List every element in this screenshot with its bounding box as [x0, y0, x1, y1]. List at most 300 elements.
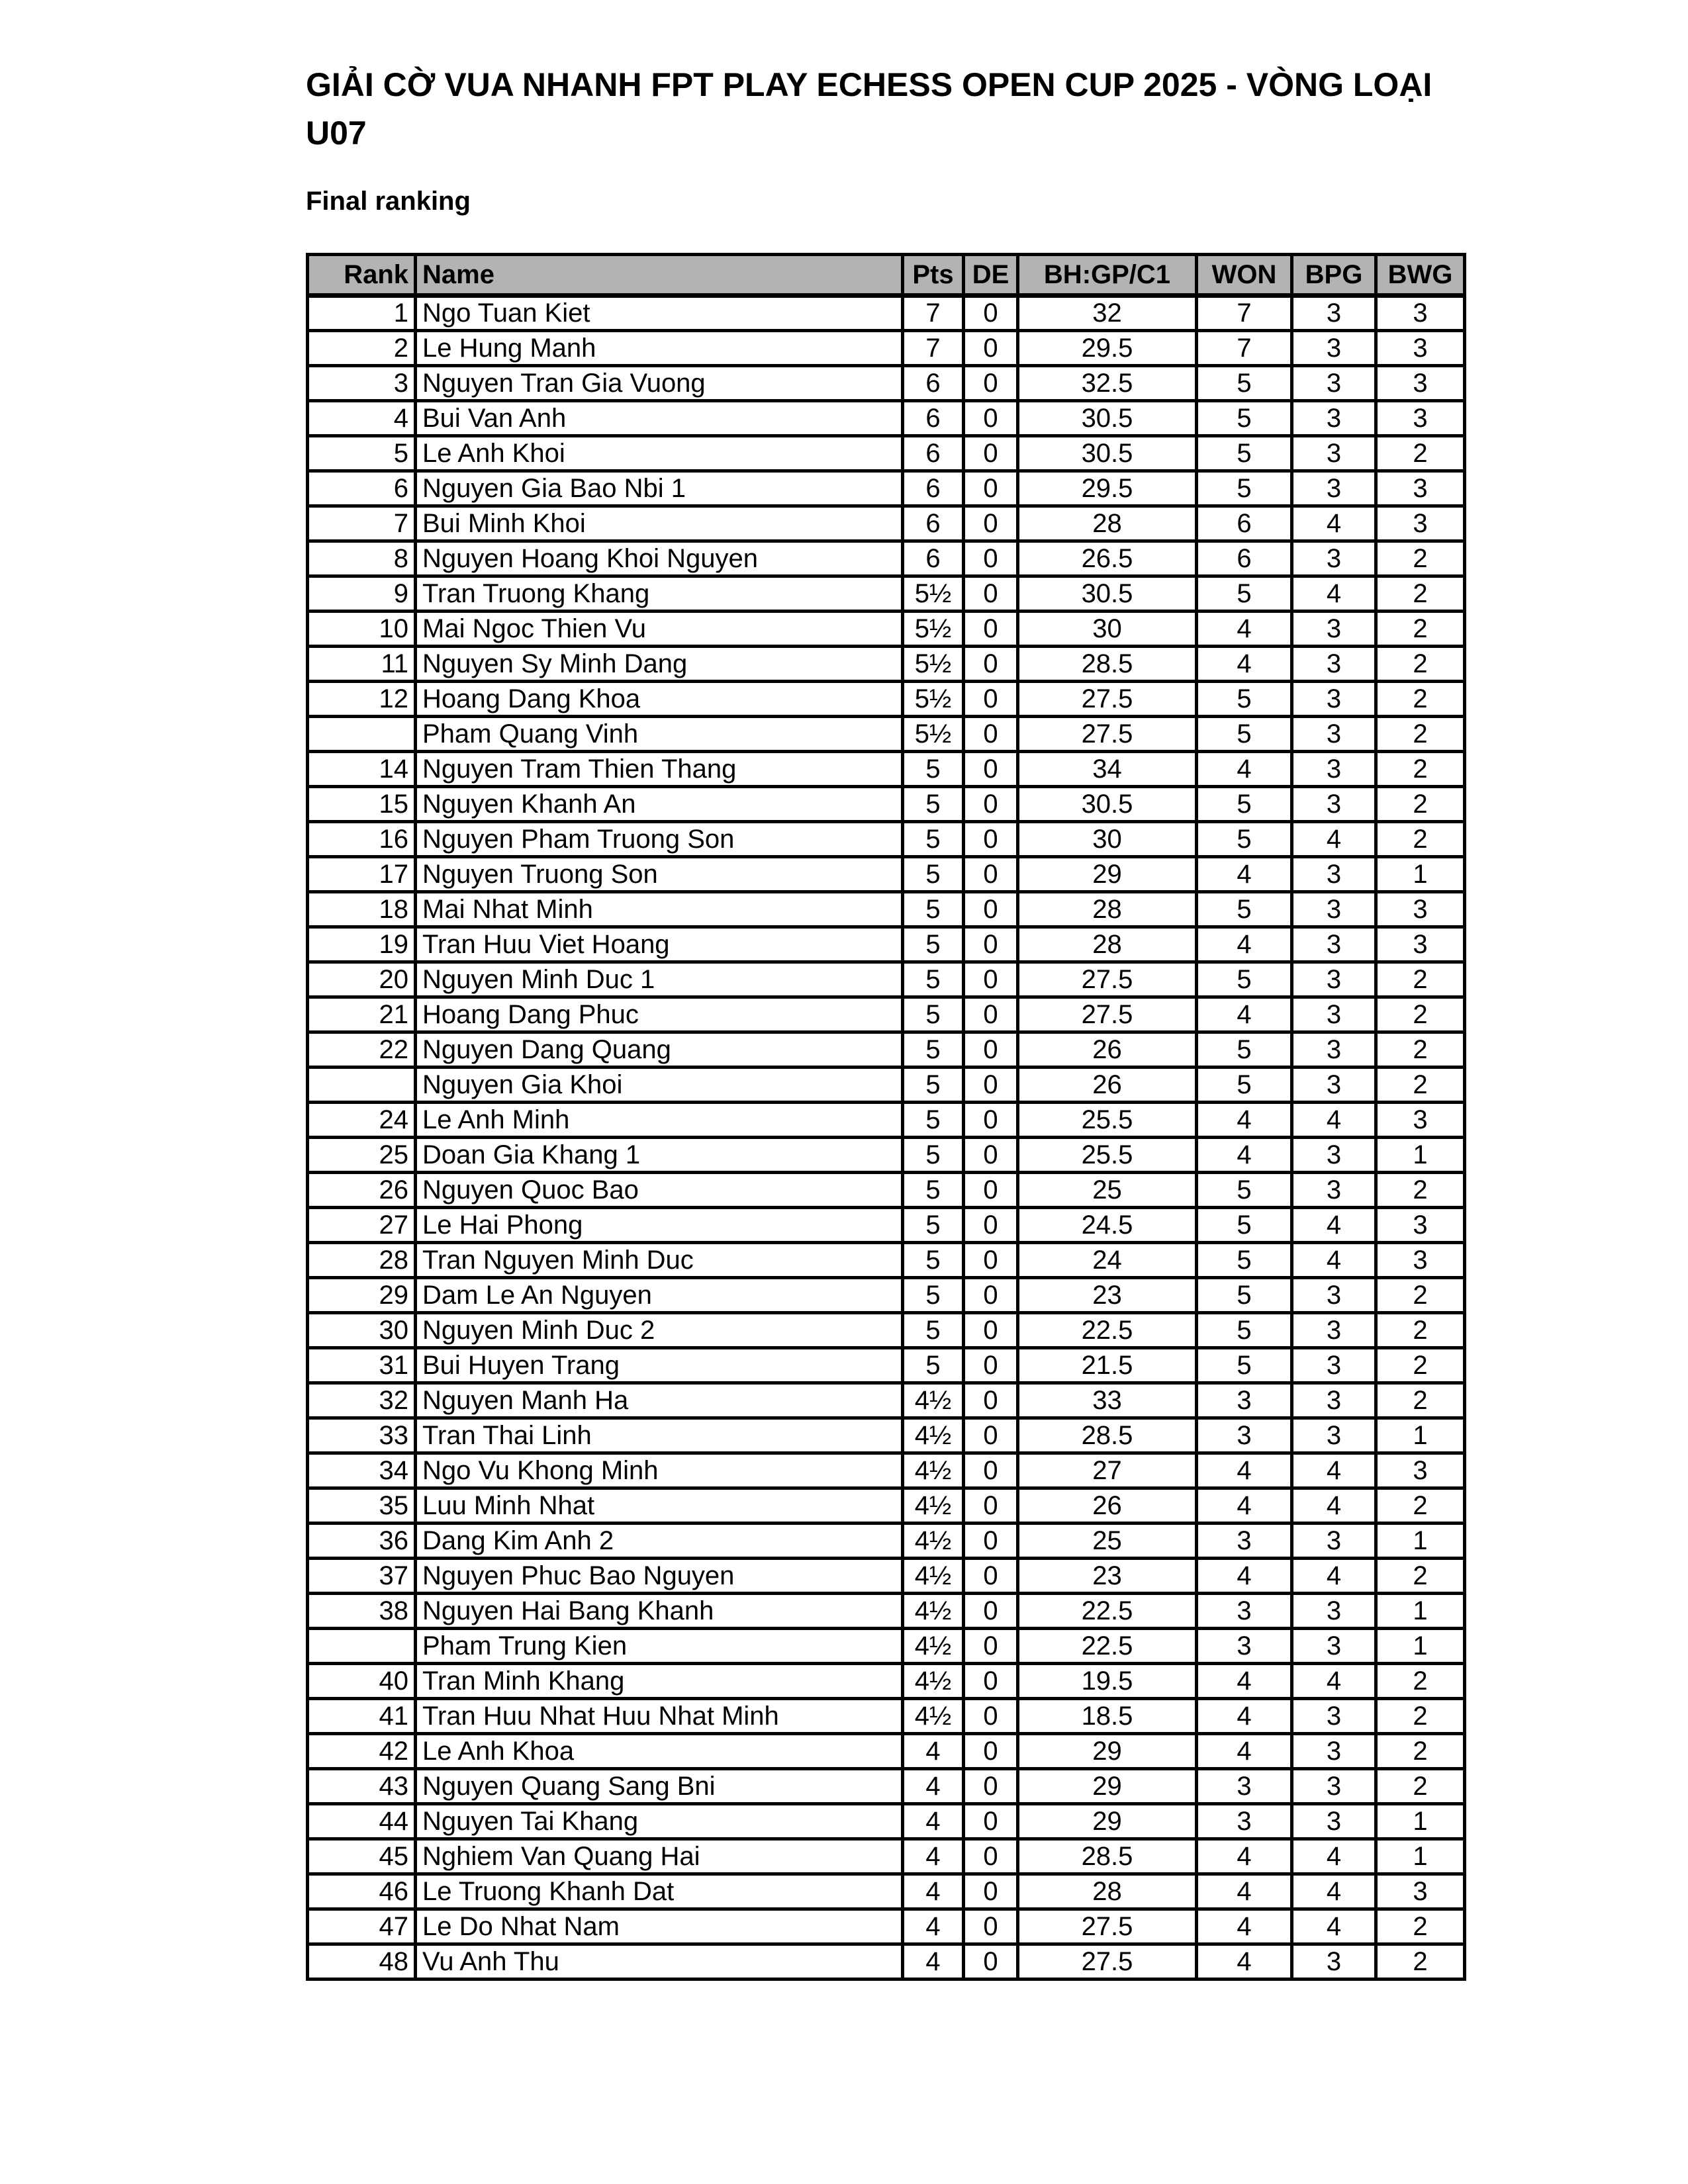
table-row — [308, 1103, 1465, 1138]
cell-name: Nguyen Dang Quang — [416, 1032, 903, 1068]
cell-bh: 18.5 — [1018, 1699, 1197, 1734]
cell-bpg: 3 — [1292, 962, 1376, 997]
cell-pts: 5 — [903, 1348, 964, 1383]
cell-bwg: 2 — [1376, 997, 1465, 1032]
cell-won: 4 — [1197, 647, 1292, 682]
cell-rank: 35 — [308, 1488, 416, 1524]
cell-bh: 34 — [1018, 752, 1197, 787]
section-title: Final ranking — [306, 187, 471, 216]
cell-de: 0 — [964, 1383, 1018, 1418]
table-row — [308, 822, 1465, 857]
cell-bh: 26 — [1018, 1032, 1197, 1068]
cell-de: 0 — [964, 1348, 1018, 1383]
header-cell-rank: Rank — [308, 255, 416, 296]
cell-pts: 4½ — [903, 1664, 964, 1699]
cell-rank: 11 — [308, 647, 416, 682]
cell-de: 0 — [964, 717, 1018, 752]
cell-rank: 1 — [308, 296, 416, 331]
cell-won: 5 — [1197, 401, 1292, 436]
table-row — [308, 752, 1465, 787]
table-row — [308, 1524, 1465, 1559]
cell-won: 4 — [1197, 927, 1292, 962]
cell-name: Nguyen Pham Truong Son — [416, 822, 903, 857]
cell-bpg: 3 — [1292, 717, 1376, 752]
cell-bpg: 3 — [1292, 927, 1376, 962]
cell-bpg: 3 — [1292, 1594, 1376, 1629]
cell-de: 0 — [964, 822, 1018, 857]
cell-won: 5 — [1197, 1032, 1292, 1068]
cell-rank: 10 — [308, 612, 416, 647]
cell-pts: 5 — [903, 1103, 964, 1138]
cell-won: 4 — [1197, 1839, 1292, 1874]
cell-bpg: 3 — [1292, 682, 1376, 717]
cell-won: 5 — [1197, 787, 1292, 822]
cell-de: 0 — [964, 436, 1018, 471]
cell-bwg: 2 — [1376, 1699, 1465, 1734]
cell-bpg: 4 — [1292, 1909, 1376, 1944]
cell-de: 0 — [964, 1734, 1018, 1769]
cell-pts: 5 — [903, 1068, 964, 1103]
cell-pts: 5½ — [903, 612, 964, 647]
table-row — [308, 1243, 1465, 1278]
cell-name: Mai Nhat Minh — [416, 892, 903, 927]
cell-won: 4 — [1197, 1488, 1292, 1524]
header-cell-pts: Pts — [903, 255, 964, 296]
table-row — [308, 296, 1465, 331]
cell-bpg: 3 — [1292, 1278, 1376, 1313]
cell-bpg: 3 — [1292, 436, 1376, 471]
cell-de: 0 — [964, 752, 1018, 787]
cell-rank: 2 — [308, 331, 416, 366]
cell-de: 0 — [964, 1068, 1018, 1103]
cell-bpg: 3 — [1292, 331, 1376, 366]
cell-rank: 22 — [308, 1032, 416, 1068]
cell-name: Vu Anh Thu — [416, 1944, 903, 1979]
cell-bwg: 2 — [1376, 647, 1465, 682]
cell-bwg: 3 — [1376, 296, 1465, 331]
cell-bh: 29 — [1018, 1804, 1197, 1839]
cell-rank: 17 — [308, 857, 416, 892]
cell-bpg: 3 — [1292, 787, 1376, 822]
table-row — [308, 1173, 1465, 1208]
cell-bpg: 3 — [1292, 1068, 1376, 1103]
table-row — [308, 927, 1465, 962]
cell-won: 4 — [1197, 1874, 1292, 1909]
cell-bh: 29 — [1018, 857, 1197, 892]
cell-name: Tran Minh Khang — [416, 1664, 903, 1699]
cell-pts: 5 — [903, 857, 964, 892]
cell-pts: 4½ — [903, 1559, 964, 1594]
cell-bwg: 2 — [1376, 822, 1465, 857]
cell-bh: 30.5 — [1018, 436, 1197, 471]
cell-name: Bui Huyen Trang — [416, 1348, 903, 1383]
cell-won: 6 — [1197, 506, 1292, 541]
cell-won: 4 — [1197, 1909, 1292, 1944]
cell-pts: 5 — [903, 1313, 964, 1348]
cell-bh: 30.5 — [1018, 787, 1197, 822]
cell-won: 5 — [1197, 471, 1292, 506]
cell-de: 0 — [964, 1278, 1018, 1313]
cell-rank: 15 — [308, 787, 416, 822]
cell-name: Nguyen Gia Bao Nbi 1 — [416, 471, 903, 506]
ranking-table — [306, 253, 1466, 1981]
cell-bwg: 2 — [1376, 1769, 1465, 1804]
cell-de: 0 — [964, 962, 1018, 997]
cell-bh: 25 — [1018, 1173, 1197, 1208]
cell-pts: 6 — [903, 436, 964, 471]
cell-name: Nguyen Tran Gia Vuong — [416, 366, 903, 401]
cell-pts: 4 — [903, 1909, 964, 1944]
cell-bpg: 4 — [1292, 1488, 1376, 1524]
cell-won: 5 — [1197, 892, 1292, 927]
cell-de: 0 — [964, 401, 1018, 436]
cell-won: 4 — [1197, 1453, 1292, 1488]
table-row — [308, 1594, 1465, 1629]
cell-pts: 5½ — [903, 576, 964, 612]
table-row — [308, 1664, 1465, 1699]
table-row — [308, 1068, 1465, 1103]
cell-rank: 19 — [308, 927, 416, 962]
cell-bh: 27 — [1018, 1453, 1197, 1488]
cell-pts: 4½ — [903, 1488, 964, 1524]
cell-won: 5 — [1197, 1348, 1292, 1383]
cell-rank: 47 — [308, 1909, 416, 1944]
table-row — [308, 1453, 1465, 1488]
header-cell-de: DE — [964, 255, 1018, 296]
cell-pts: 4 — [903, 1839, 964, 1874]
table-row — [308, 1699, 1465, 1734]
cell-bh: 27.5 — [1018, 717, 1197, 752]
cell-bpg: 3 — [1292, 296, 1376, 331]
cell-bwg: 1 — [1376, 1418, 1465, 1453]
cell-de: 0 — [964, 1664, 1018, 1699]
table-row — [308, 1278, 1465, 1313]
cell-bwg: 2 — [1376, 1068, 1465, 1103]
cell-bpg: 3 — [1292, 1418, 1376, 1453]
cell-won: 4 — [1197, 1944, 1292, 1979]
cell-name: Nguyen Gia Khoi — [416, 1068, 903, 1103]
cell-bwg: 1 — [1376, 1629, 1465, 1664]
cell-rank: 36 — [308, 1524, 416, 1559]
table-body — [308, 296, 1465, 1979]
cell-de: 0 — [964, 1909, 1018, 1944]
cell-bh: 28 — [1018, 506, 1197, 541]
cell-pts: 4½ — [903, 1629, 964, 1664]
cell-name: Nguyen Quoc Bao — [416, 1173, 903, 1208]
cell-rank: 4 — [308, 401, 416, 436]
cell-name: Nguyen Hoang Khoi Nguyen — [416, 541, 903, 576]
cell-rank: 41 — [308, 1699, 416, 1734]
cell-rank — [308, 1629, 416, 1664]
cell-rank: 34 — [308, 1453, 416, 1488]
cell-bpg: 4 — [1292, 1839, 1376, 1874]
cell-name: Pham Trung Kien — [416, 1629, 903, 1664]
table-header-row — [308, 255, 1465, 296]
cell-bpg: 3 — [1292, 366, 1376, 401]
cell-rank: 40 — [308, 1664, 416, 1699]
cell-bh: 30 — [1018, 612, 1197, 647]
cell-rank: 16 — [308, 822, 416, 857]
cell-won: 5 — [1197, 1208, 1292, 1243]
cell-bpg: 3 — [1292, 1769, 1376, 1804]
cell-bh: 28.5 — [1018, 647, 1197, 682]
cell-bwg: 1 — [1376, 1138, 1465, 1173]
cell-bh: 23 — [1018, 1559, 1197, 1594]
cell-rank: 28 — [308, 1243, 416, 1278]
table-row — [308, 576, 1465, 612]
cell-pts: 5 — [903, 892, 964, 927]
cell-name: Tran Huu Nhat Huu Nhat Minh — [416, 1699, 903, 1734]
cell-won: 3 — [1197, 1804, 1292, 1839]
cell-bwg: 1 — [1376, 1804, 1465, 1839]
cell-won: 4 — [1197, 997, 1292, 1032]
cell-bwg: 3 — [1376, 366, 1465, 401]
cell-pts: 4½ — [903, 1594, 964, 1629]
cell-rank — [308, 717, 416, 752]
cell-name: Nguyen Truong Son — [416, 857, 903, 892]
table-row — [308, 962, 1465, 997]
cell-bpg: 3 — [1292, 1804, 1376, 1839]
cell-bwg: 1 — [1376, 1594, 1465, 1629]
cell-bpg: 3 — [1292, 471, 1376, 506]
header-cell-name: Name — [416, 255, 903, 296]
cell-bh: 29.5 — [1018, 331, 1197, 366]
cell-rank: 45 — [308, 1839, 416, 1874]
table-row — [308, 1944, 1465, 1979]
cell-rank: 7 — [308, 506, 416, 541]
table-row — [308, 1839, 1465, 1874]
cell-name: Le Truong Khanh Dat — [416, 1874, 903, 1909]
cell-de: 0 — [964, 1769, 1018, 1804]
cell-bwg: 3 — [1376, 471, 1465, 506]
cell-won: 5 — [1197, 822, 1292, 857]
cell-won: 5 — [1197, 366, 1292, 401]
cell-won: 4 — [1197, 1664, 1292, 1699]
cell-rank: 12 — [308, 682, 416, 717]
cell-de: 0 — [964, 366, 1018, 401]
cell-bpg: 4 — [1292, 1208, 1376, 1243]
cell-rank: 14 — [308, 752, 416, 787]
header-cell-won: WON — [1197, 255, 1292, 296]
cell-bh: 25 — [1018, 1524, 1197, 1559]
cell-name: Pham Quang Vinh — [416, 717, 903, 752]
cell-name: Hoang Dang Phuc — [416, 997, 903, 1032]
cell-bwg: 2 — [1376, 1032, 1465, 1068]
cell-pts: 5½ — [903, 647, 964, 682]
cell-pts: 5½ — [903, 682, 964, 717]
table-row — [308, 997, 1465, 1032]
cell-bh: 28 — [1018, 1874, 1197, 1909]
cell-de: 0 — [964, 1208, 1018, 1243]
cell-bwg: 2 — [1376, 1734, 1465, 1769]
cell-won: 3 — [1197, 1418, 1292, 1453]
cell-de: 0 — [964, 1594, 1018, 1629]
cell-bwg: 3 — [1376, 1103, 1465, 1138]
cell-bpg: 3 — [1292, 1944, 1376, 1979]
cell-de: 0 — [964, 331, 1018, 366]
cell-bwg: 3 — [1376, 331, 1465, 366]
cell-rank: 43 — [308, 1769, 416, 1804]
cell-pts: 5 — [903, 1278, 964, 1313]
cell-bh: 30.5 — [1018, 401, 1197, 436]
cell-name: Nguyen Sy Minh Dang — [416, 647, 903, 682]
cell-de: 0 — [964, 1313, 1018, 1348]
cell-pts: 5 — [903, 962, 964, 997]
cell-bpg: 3 — [1292, 541, 1376, 576]
cell-bwg: 2 — [1376, 436, 1465, 471]
cell-bpg: 3 — [1292, 1629, 1376, 1664]
cell-de: 0 — [964, 296, 1018, 331]
cell-de: 0 — [964, 892, 1018, 927]
cell-name: Nguyen Manh Ha — [416, 1383, 903, 1418]
table-row — [308, 787, 1465, 822]
table-row — [308, 1488, 1465, 1524]
cell-rank: 48 — [308, 1944, 416, 1979]
cell-bwg: 2 — [1376, 1313, 1465, 1348]
cell-won: 4 — [1197, 1559, 1292, 1594]
cell-won: 5 — [1197, 717, 1292, 752]
cell-pts: 6 — [903, 366, 964, 401]
cell-name: Nguyen Tai Khang — [416, 1804, 903, 1839]
cell-bh: 29 — [1018, 1734, 1197, 1769]
page-title-line1: GIẢI CỜ VUA NHANH FPT PLAY ECHESS OPEN CUP 2025 - VÒNG LOẠI — [306, 66, 1432, 103]
cell-won: 7 — [1197, 331, 1292, 366]
table-row — [308, 1418, 1465, 1453]
cell-de: 0 — [964, 1103, 1018, 1138]
cell-bh: 22.5 — [1018, 1313, 1197, 1348]
cell-name: Nguyen Minh Duc 1 — [416, 962, 903, 997]
cell-name: Nguyen Phuc Bao Nguyen — [416, 1559, 903, 1594]
cell-bwg: 1 — [1376, 1524, 1465, 1559]
cell-pts: 4½ — [903, 1383, 964, 1418]
cell-bwg: 3 — [1376, 1874, 1465, 1909]
table-row — [308, 717, 1465, 752]
table-row — [308, 1559, 1465, 1594]
cell-bwg: 3 — [1376, 892, 1465, 927]
cell-won: 5 — [1197, 962, 1292, 997]
cell-won: 4 — [1197, 1734, 1292, 1769]
cell-de: 0 — [964, 647, 1018, 682]
cell-bpg: 3 — [1292, 612, 1376, 647]
cell-bwg: 2 — [1376, 1909, 1465, 1944]
cell-name: Mai Ngoc Thien Vu — [416, 612, 903, 647]
cell-bpg: 3 — [1292, 857, 1376, 892]
cell-bh: 32 — [1018, 296, 1197, 331]
cell-de: 0 — [964, 1173, 1018, 1208]
cell-bpg: 3 — [1292, 1734, 1376, 1769]
cell-won: 5 — [1197, 1068, 1292, 1103]
cell-bh: 21.5 — [1018, 1348, 1197, 1383]
cell-de: 0 — [964, 576, 1018, 612]
cell-rank: 3 — [308, 366, 416, 401]
cell-bpg: 3 — [1292, 1348, 1376, 1383]
cell-rank: 21 — [308, 997, 416, 1032]
cell-de: 0 — [964, 927, 1018, 962]
table-row — [308, 436, 1465, 471]
cell-bpg: 3 — [1292, 997, 1376, 1032]
cell-rank: 5 — [308, 436, 416, 471]
cell-bh: 24 — [1018, 1243, 1197, 1278]
cell-bpg: 4 — [1292, 1874, 1376, 1909]
cell-bpg: 4 — [1292, 1103, 1376, 1138]
table-row — [308, 506, 1465, 541]
cell-rank: 26 — [308, 1173, 416, 1208]
cell-bwg: 2 — [1376, 541, 1465, 576]
cell-pts: 5 — [903, 927, 964, 962]
cell-de: 0 — [964, 1138, 1018, 1173]
cell-pts: 6 — [903, 401, 964, 436]
cell-pts: 4 — [903, 1944, 964, 1979]
cell-name: Dang Kim Anh 2 — [416, 1524, 903, 1559]
table-row — [308, 331, 1465, 366]
cell-pts: 5 — [903, 822, 964, 857]
cell-name: Nguyen Minh Duc 2 — [416, 1313, 903, 1348]
cell-bwg: 2 — [1376, 1348, 1465, 1383]
cell-bpg: 3 — [1292, 1173, 1376, 1208]
cell-pts: 5 — [903, 1032, 964, 1068]
table-row — [308, 1629, 1465, 1664]
cell-bpg: 3 — [1292, 401, 1376, 436]
cell-bwg: 1 — [1376, 857, 1465, 892]
cell-bh: 30 — [1018, 822, 1197, 857]
cell-bwg: 3 — [1376, 1243, 1465, 1278]
cell-name: Bui Van Anh — [416, 401, 903, 436]
cell-won: 3 — [1197, 1769, 1292, 1804]
cell-bh: 25.5 — [1018, 1103, 1197, 1138]
cell-bwg: 3 — [1376, 1208, 1465, 1243]
cell-rank: 32 — [308, 1383, 416, 1418]
cell-won: 4 — [1197, 1699, 1292, 1734]
cell-bpg: 3 — [1292, 1524, 1376, 1559]
cell-won: 4 — [1197, 752, 1292, 787]
cell-name: Nguyen Hai Bang Khanh — [416, 1594, 903, 1629]
cell-rank: 27 — [308, 1208, 416, 1243]
cell-name: Le Hai Phong — [416, 1208, 903, 1243]
cell-rank: 6 — [308, 471, 416, 506]
cell-bh: 23 — [1018, 1278, 1197, 1313]
cell-bpg: 4 — [1292, 1453, 1376, 1488]
table-row — [308, 1032, 1465, 1068]
cell-name: Nguyen Khanh An — [416, 787, 903, 822]
cell-bwg: 2 — [1376, 787, 1465, 822]
cell-won: 5 — [1197, 682, 1292, 717]
cell-de: 0 — [964, 997, 1018, 1032]
cell-bpg: 3 — [1292, 1138, 1376, 1173]
cell-won: 5 — [1197, 1243, 1292, 1278]
table-row — [308, 682, 1465, 717]
cell-pts: 5½ — [903, 717, 964, 752]
cell-pts: 4 — [903, 1804, 964, 1839]
cell-pts: 7 — [903, 296, 964, 331]
cell-name: Le Anh Khoi — [416, 436, 903, 471]
table-row — [308, 366, 1465, 401]
table-row — [308, 1804, 1465, 1839]
table-row — [308, 1734, 1465, 1769]
cell-bh: 19.5 — [1018, 1664, 1197, 1699]
cell-pts: 6 — [903, 541, 964, 576]
cell-de: 0 — [964, 1488, 1018, 1524]
cell-rank — [308, 1068, 416, 1103]
cell-bh: 28 — [1018, 892, 1197, 927]
cell-bpg: 3 — [1292, 1383, 1376, 1418]
cell-de: 0 — [964, 787, 1018, 822]
cell-bwg: 2 — [1376, 1559, 1465, 1594]
table-row — [308, 1769, 1465, 1804]
cell-bwg: 2 — [1376, 612, 1465, 647]
cell-pts: 7 — [903, 331, 964, 366]
cell-bpg: 3 — [1292, 647, 1376, 682]
cell-bwg: 2 — [1376, 962, 1465, 997]
